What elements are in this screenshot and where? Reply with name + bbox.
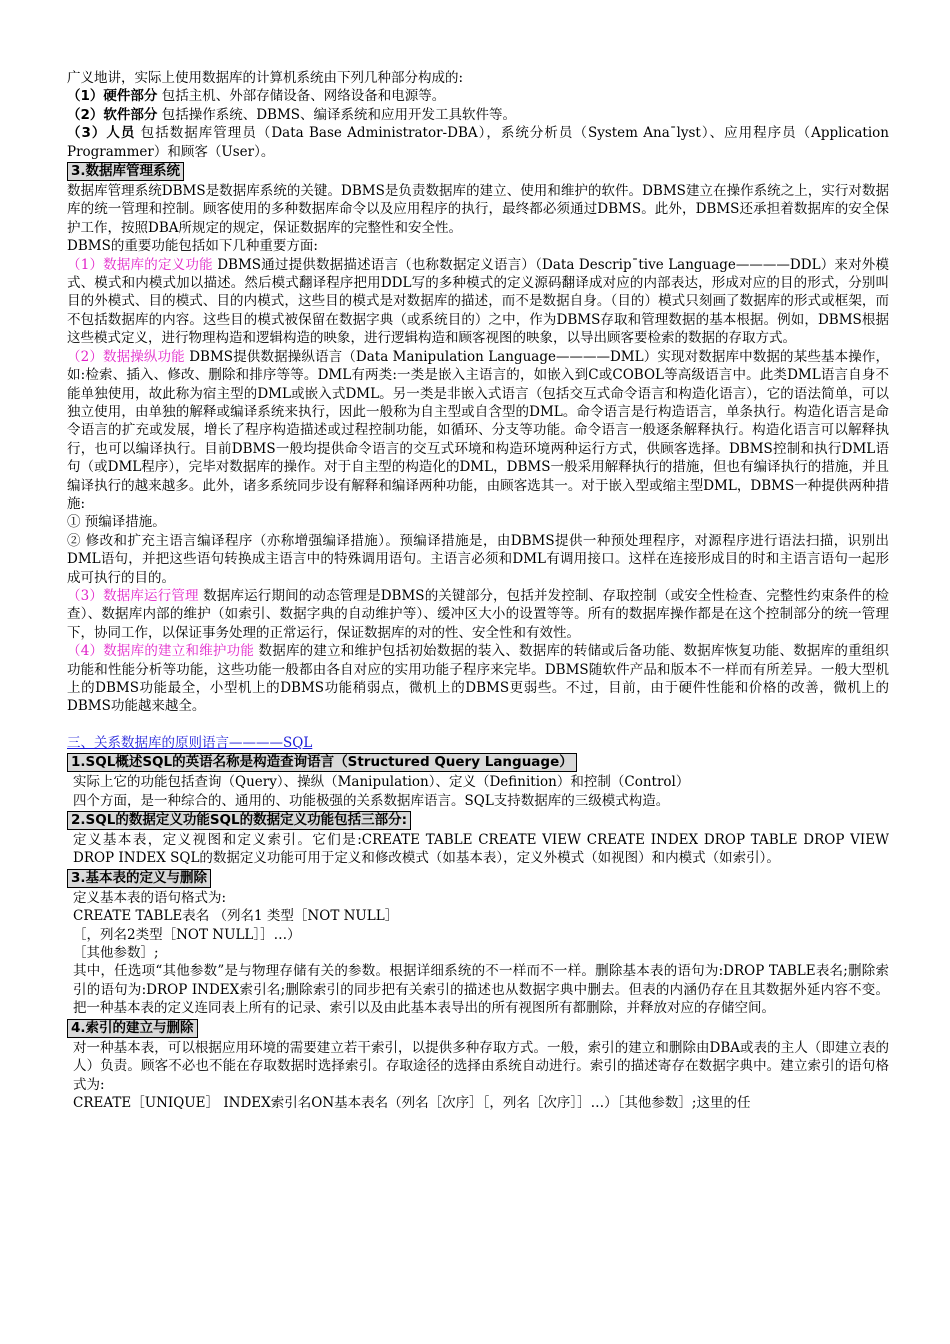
table-def-explanation: 其中，任选项“其他参数”是与物理存储有关的参数。根据详细系统的不一样而不一样。删除基本表的语句为:DROP TABLE表名;删除索引的语句为:DROP INDEX索引名;删除索引的同步把有关索引的描述也从数据字典中删去。但表的内涵仍存在且其数据外延内容不变。把一种基本表的定义连同表上所有的记录、索引以及由此基本表导出的所有视图所有都删除，并释放对应的存储空间。	[73, 963, 889, 1017]
table-def-heading: 3.基本表的定义与删除	[67, 869, 211, 888]
sql-overview-text-1: 实际上它的功能包括查询（Query）、操纵（Manipulation）、定义（Definition）和控制（Control）	[73, 774, 690, 791]
software-text: 包括操作系统、DBMS、编译系统和应用开发工具软件等。	[157, 106, 517, 123]
create-table-syntax-1: CREATE TABLE表名 （列名1 类型［NOT NULL］	[73, 908, 399, 925]
software-item	[67, 106, 889, 124]
sql-ddl-heading: 2.SQL的数据定义功能SQL的数据定义功能包括三部分:	[67, 811, 411, 830]
people-text: 包括数据库管理员（Data Base Administrator-DBA），系统分析员（System Ana¯lyst）、应用程序员（Application Programmer）和顾客（User）。	[67, 125, 889, 160]
method-2: ② 修改和扩充主语言编译程序（亦称增强编译措施）。预编译措施是，由DBMS提供一种预处理程序，对源程序进行语法扫描，识别出DML语句，并把这些语句转换成主语言中的特殊调用语句。主语言必须和DML有调用接口。这样在连接形成目的时和主语言语句一起形成可执行的目的。	[67, 532, 889, 586]
hardware-text: 包括主机、外部存储设备、网络设备和电源等。	[157, 88, 446, 105]
sql-overview-heading: 1.SQL概述SQL的英语名称是构造查询语言（Structured Query Language）	[67, 753, 577, 772]
create-table-syntax-2: ［，列名2类型［NOT NULL］］…）	[73, 926, 301, 943]
document-body	[67, 69, 889, 1112]
function-manipulation-label: （2）数据操纵功能	[67, 348, 185, 365]
dbms-heading: 3.数据库管理系统	[67, 162, 184, 181]
create-index-syntax: CREATE［UNIQUE］ INDEX索引名ON基本表名（列名［次序］［，列名［次序］］…）［其他参数］;这里的任	[73, 1094, 751, 1111]
function-maintenance-text: 数据库的建立和维护包括初始数据的装入、数据库的转储或后备功能、数据库恢复功能、数据库的重组织功能和性能分析等功能，这些功能一般都由各自对应的实用功能子程序来完毕。DBMS随软件产品和版本不一样而有所差异。一般大型机上的DBMS功能最全，小型机上的DBMS功能稍弱点，微机上的DBMS更弱些。不过，目前，由于硬件性能和价格的改善，微机上的DBMS功能越来越全。	[67, 643, 889, 715]
sql-section-title: 三、关系数据库的原则语言————SQL	[67, 734, 313, 751]
dbms-functions-intro: DBMS的重要功能包括如下几种重要方面:	[67, 238, 318, 255]
intro-line: 广义地讲，实际上使用数据库的计算机系统由下列几种部分构成的:	[67, 70, 464, 86]
index-heading: 4.索引的建立与删除	[67, 1019, 198, 1038]
function-definition	[67, 256, 889, 348]
function-runtime-text: 数据库运行期间的动态管理是DBMS的关键部分，包括并发控制、存取控制（或安全性检查、完整性约束条件的检查）、数据库内部的维护（如索引、数据字典的自动维护等）、缓冲区大小的设置等等。所有的数据库操作都是在这个控制部分的统一管理下，协同工作，以保证事务处理的正常运行，保证数据库的对的性、安全性和有效性。	[67, 587, 890, 641]
hardware-item	[67, 87, 889, 105]
dbms-intro: 数据库管理系统DBMS是数据库系统的关键。DBMS是负责数据库的建立、使用和维护的软件。DBMS建立在操作系统之上，实行对数据库的统一管理和控制。顾客使用的多种数据库命令以及应用程序的执行，最终都必须通过DBMS。此外，DBMS还承担着数据库的安全保护工作，按照DBA所规定的规定，保证数据库的完整性和安全性。	[67, 183, 889, 236]
function-manipulation	[67, 348, 889, 514]
software-label: （2）软件部分	[67, 106, 158, 123]
function-maintenance	[67, 642, 889, 716]
people-label: （3）人员	[67, 125, 136, 142]
index-text: 对一种基本表，可以根据应用环境的需要建立若干索引，以提供多种存取方式。一般，索引的建立和删除由DBA或表的主人（即建立表的人）负责。顾客不必也不能在存取数据时选择索引。存取途径的选择由系统自动进行。索引的描述寄存在数据字典中。建立索引的语句格式为:	[73, 1039, 889, 1093]
sql-ddl-text: 定义基本表，定义视图和定义索引。它们是:CREATE TABLE CREATE VIEW CREATE INDEX DROP TABLE DROP VIEW DROP INDEX SQL的数据定义功能可用于定义和修改模式（如基本表），定义外模式（如视图）和内模式（如索引）。	[73, 832, 889, 867]
hardware-label: （1）硬件部分	[67, 88, 158, 105]
function-manipulation-text: DBMS提供数据操纵语言（Data Manipulation Language————DML）实现对数据库中数据的某些基本操作，如:检索、插入、修改、删除和排序等等。DML有两类:一类是嵌入主语言的，如嵌入到C或COBOL等高级语言中。此类DML语言自身不能单独使用，故此称为宿主型的DML或嵌入式DML。另一类是非嵌入式语言（包括交互式命令语言和构造化语言），它的语法简单，可以独立使用，由单独的解释或编译系统来执行，因此一般称为自主型或自含型的DML。命令语言是行构造语言，单条执行。构造化语言是命令语言的扩充或发展，增长了程序构造描述或过程控制功能，如循环、分支等功能。命令语言一般逐条解释执行。构造化语言可以解释执行，也可以编译执行。目前DBMS一般均提供命令语言的交互式环境和构造环境两种运行方式，供顾客选择。DBMS控制和执行DML语句（或DML程序），完毕对数据库的操作。对于自主型的构造化的DML，DBMS一般采用解释执行的措施，但也有编译执行的措施，并且编译执行的越来越多。此外，诸多系统同步设有解释和编译两种功能，由顾客选其一。对于嵌入型或缩主型DML，DBMS一种提供两种措施:	[67, 348, 889, 512]
sql-overview-text-2: 四个方面，是一种综合的、通用的、功能极强的关系数据库语言。SQL支持数据库的三级模式构造。	[73, 792, 670, 809]
people-item	[67, 124, 889, 161]
method-1: ① 预编译措施。	[67, 514, 166, 531]
function-definition-text: DBMS通过提供数据描述语言（也称数据定义语言）（Data Descrip¯tive Language————DDL）来对外模式、模式和内模式加以描述。然后模式翻译程序把用DDL写的多种模式的定义源码翻译成对应的内部表达，形成对应的目的形式，分别叫目的外模式、目的模式、目的内模式，这些目的模式是对数据库的描述，而不是数据自身。（目的）模式只刻画了数据库的形式或框架，而不包括数据库的内容。这些目的模式被保留在数据字典（或系统目的）之中，作为DBMS存取和管理数据的基本根据。例如，DBMS根据这些模式定义，进行物理构造和逻辑构造的映象，进行逻辑构造和顾客视图的映象，以导出顾客要检索的数据的存取方式。	[67, 256, 889, 347]
function-runtime-label: （3）数据库运行管理	[67, 587, 199, 604]
create-table-syntax-3: ［其他参数］;	[73, 945, 159, 962]
function-runtime	[67, 587, 889, 642]
function-definition-label: （1）数据库的定义功能	[67, 256, 213, 273]
table-def-format: 定义基本表的语句格式为:	[73, 889, 227, 906]
function-maintenance-label: （4）数据库的建立和维护功能	[67, 643, 255, 660]
